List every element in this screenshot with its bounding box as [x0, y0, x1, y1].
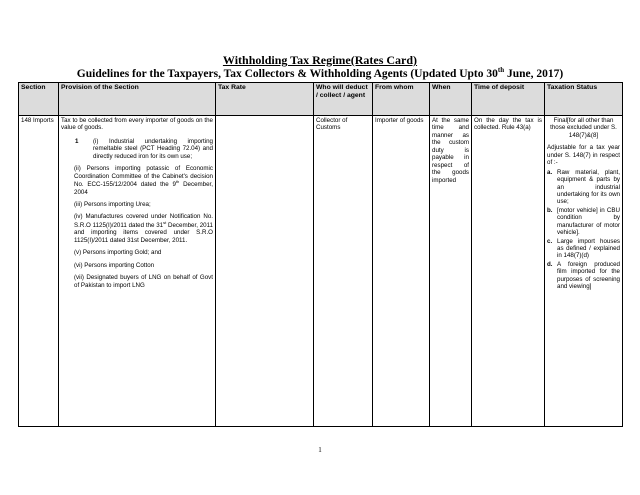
status-adjustable: Adjustable for a tax year under S. 148(7) in respect of :- — [547, 144, 620, 167]
provision-item-4-text: (iv) Manufactures covered under Notification No. S.R.O 1125(I)/2011 dated the 31 — [74, 213, 213, 229]
provision-intro: Tax to be collected from every importer of goods on the value of goods. — [61, 117, 213, 132]
provision-item-5: (v) Persons importing Gold; and — [74, 249, 162, 257]
subtitle-main: Guidelines for the Taxpayers, Tax Collectors & Withholding Agents (Updated Upto 30 — [76, 67, 498, 80]
list-item-label: d. — [547, 260, 553, 268]
cell-tax-rate — [216, 116, 314, 427]
subtitle-superscript: th — [497, 66, 505, 74]
list-item — [547, 169, 620, 206]
provision-item-2-text: (ii) Persons importing potassic of Economic Coordination Committee of the Cabinet's decision No. ECC-155/12/2004 dated the 9 — [74, 165, 213, 189]
list-item — [547, 238, 620, 260]
provision-item-4 — [74, 213, 213, 244]
cell-time-of-deposit: On the day the tax is collected. Rule 43(a) — [472, 116, 545, 427]
list-item-text: Large import houses as defined / explained in 148(7)(d) — [557, 237, 620, 260]
list-item-label: b. — [547, 206, 553, 214]
provision-item-3: (iii) Persons importing Urea; — [74, 201, 151, 208]
document-title: Withholding Tax Regime(Rates Card) — [222, 53, 418, 67]
provision-item-2-sup: th — [175, 179, 180, 185]
header-from-whom: From whom — [373, 83, 430, 116]
provision-item-text: (i) Industrial undertaking importing remeltable steel (PCT Heading 72.04) and directly reduced iron for its own use; — [93, 137, 213, 160]
document-subtitle — [0, 66, 640, 80]
header-tax-rate: Tax Rate — [216, 83, 314, 116]
table-row — [19, 116, 623, 427]
header-section: Section — [19, 83, 59, 116]
cell-section: 148 Imports — [19, 116, 59, 427]
cell-taxation-status — [545, 116, 623, 427]
list-item — [547, 207, 620, 237]
header-time-of-deposit: Time of deposit — [472, 83, 545, 116]
header-when: When — [430, 83, 472, 116]
provision-item-6: (vi) Persons importing Cotton — [74, 261, 155, 269]
provision-item-number: 1 — [75, 137, 79, 145]
cell-who-will-deduct: Collector of Customs — [314, 116, 373, 427]
header-who-will-deduct: Who will deduct / collect / agent — [314, 83, 373, 116]
provision-item-7: (vii) Designated buyers of LNG on behalf of Govt of Pakistan to import LNG — [74, 274, 213, 289]
list-item-text: Raw material, plant, equipment & parts by an industrial undertaking for its own use; — [557, 168, 620, 206]
list-item-text: [motor vehicle] in CBU condition by manufacturer of motor vehicle]. — [557, 206, 620, 237]
provision-item-2-end: December, 2004 — [74, 181, 213, 196]
provision-item-4-sup: st — [163, 219, 167, 225]
subtitle-end: June, 2017) — [504, 67, 564, 80]
provision-item-2 — [74, 165, 213, 196]
status-list — [547, 169, 620, 291]
cell-when: At the same time and manner as the custom duty is payable in respect of the goods imported — [430, 116, 472, 427]
rates-table — [18, 82, 623, 427]
list-item-text: A foreign produced film imported for the purposes of screening and viewing] — [557, 260, 620, 291]
cell-from-whom: Importer of goods — [373, 116, 430, 427]
cell-provision — [59, 116, 216, 427]
provision-item-1 — [75, 138, 213, 160]
list-item — [547, 261, 620, 291]
header-taxation-status: Taxation Status — [545, 83, 623, 116]
table-header-row — [19, 83, 623, 116]
status-final: Final[for all other than those excluded under S. 148(7)&(8] — [550, 117, 617, 139]
list-item-label: a. — [547, 168, 553, 176]
list-item-label: c. — [547, 237, 553, 245]
page-number: 1 — [318, 446, 322, 454]
header-provision: Provision of the Section — [59, 83, 216, 116]
provision-item-4-end: December, 2011 and importing items covered under S.R.O 1125(I)/2011 dated 31st December, 2011. — [74, 221, 213, 244]
